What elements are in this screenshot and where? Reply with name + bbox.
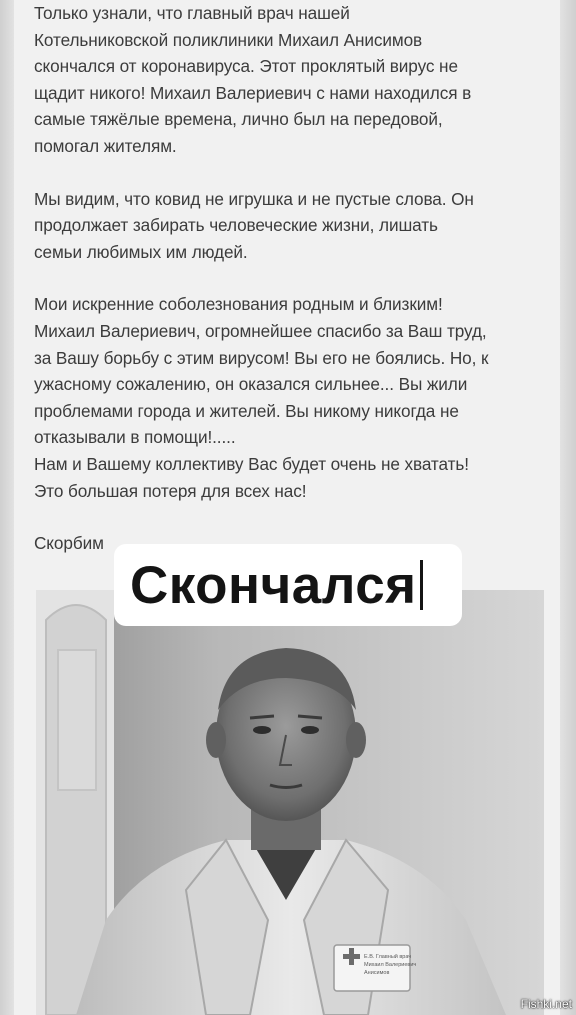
post-line: Мы видим, что ковид не игрушка и не пустые слова. Он <box>34 188 474 209</box>
post-line: скончался от коронавируса. Этот проклятый вирус не <box>34 56 458 77</box>
post-line: помогал жителям. <box>34 135 177 156</box>
post-line: семьи любимых им людей. <box>34 241 248 262</box>
post-line: Мои искренние соболезнования родным и близким! <box>34 294 443 315</box>
text-cursor <box>420 560 423 610</box>
badge-line: Е.В. Главный врач <box>364 954 412 960</box>
post-line: Нам и Вашему коллективу Вас будет очень не хватать! <box>34 453 469 474</box>
watermark: Fishki.net <box>520 997 572 1011</box>
badge-line: Михаил Валериевич <box>364 962 417 968</box>
post-line: проблемами города и жителей. Вы никому никогда не <box>34 400 459 421</box>
right-edge-strip <box>560 0 576 1015</box>
doctor-photo[interactable] <box>36 590 544 1015</box>
name-badge-text <box>364 953 417 977</box>
post-line: за Вашу борьбу с этим вирусом! Вы его не боялись. Но, к <box>34 347 489 368</box>
overlay-caption-box[interactable] <box>114 544 462 626</box>
post-line: отказывали в помощи!..... <box>34 427 236 448</box>
post-line: самые тяжёлые времена, лично был на передовой, <box>34 109 443 130</box>
post-line: ужасному сожалению, он оказался сильнее... Вы жили <box>34 374 468 395</box>
post-line: Котельниковской поликлиники Михаил Анисимов <box>34 29 423 50</box>
post-line: продолжает забирать человеческие жизни, лишать <box>34 215 438 236</box>
overlay-caption-text: Скончался <box>130 555 417 615</box>
doctor-portrait <box>36 590 544 1015</box>
post-line: Это большая потеря для всех нас! <box>34 480 307 501</box>
post-line: Только узнали, что главный врач нашей <box>34 3 350 23</box>
badge-line: Анисимов <box>364 970 390 976</box>
post-card <box>14 0 560 1015</box>
post-body <box>34 0 544 557</box>
post-line: щадит никого! Михаил Валериевич с нами находился в <box>34 82 472 103</box>
post-line: Михаил Валериевич, огромнейшее спасибо за Ваш труд, <box>34 320 487 341</box>
post-closing: Скорбим <box>34 533 104 554</box>
left-edge-strip <box>0 0 14 1015</box>
